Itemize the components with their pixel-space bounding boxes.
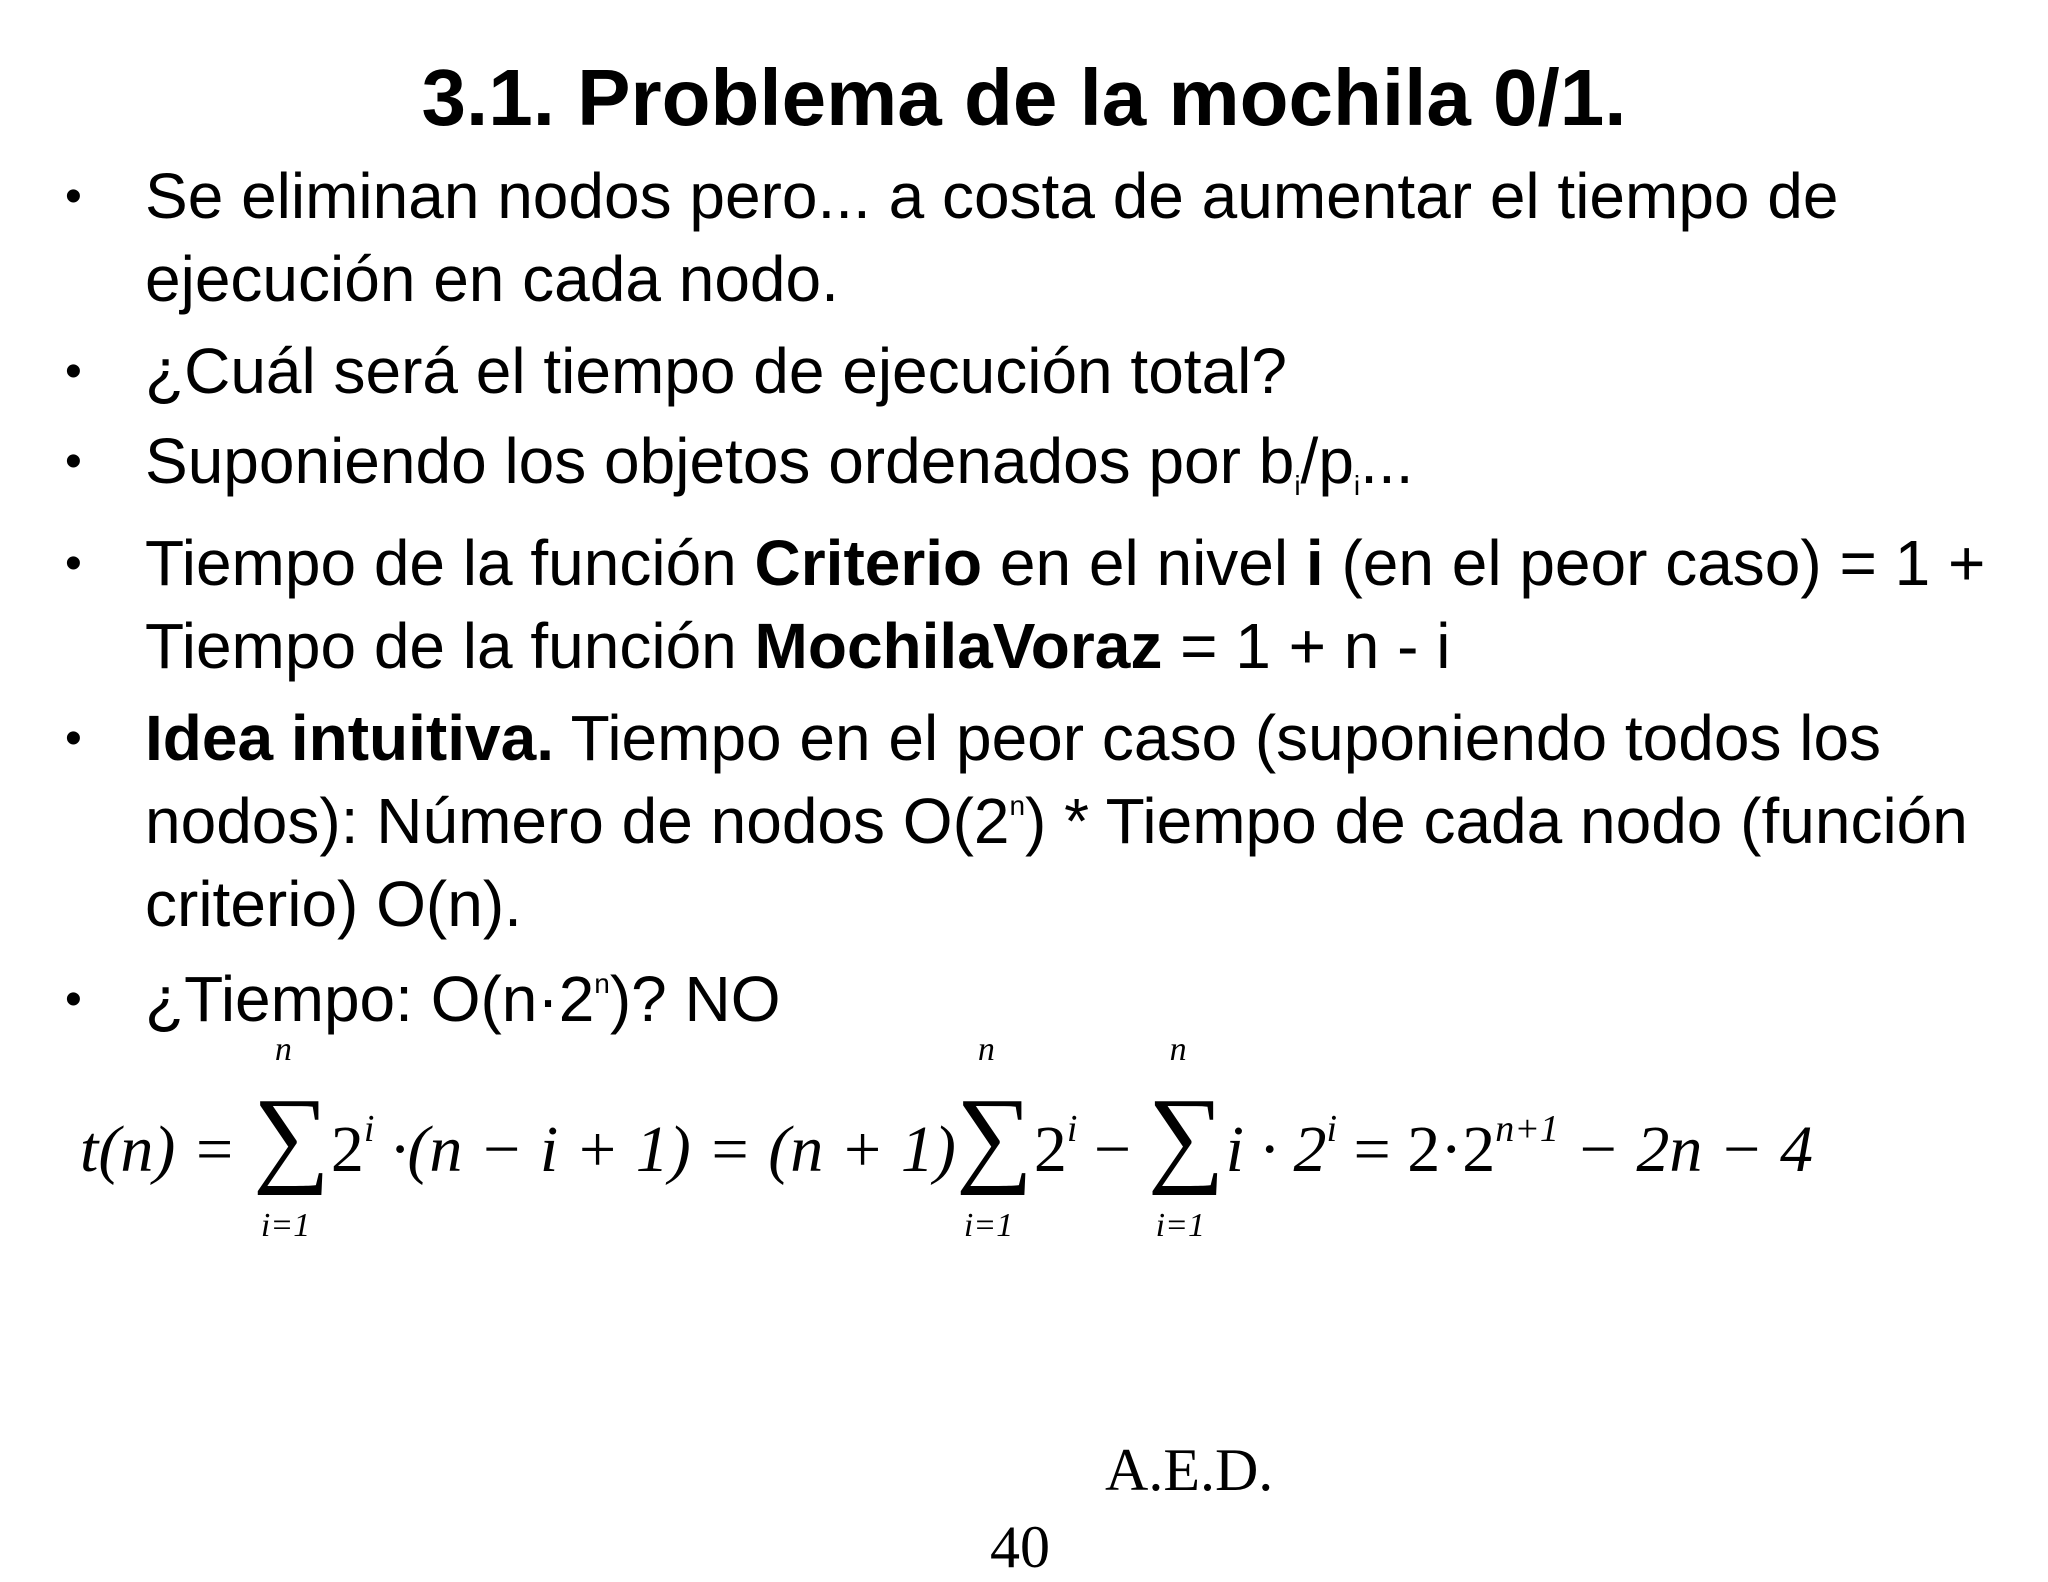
bullet-dot: • <box>65 537 82 590</box>
bullet-item-6 <box>65 958 2005 1041</box>
formula-operator: − <box>1077 1113 1148 1186</box>
bold-term: MochilaVoraz <box>754 610 1163 682</box>
sum-lower-limit: i=1 <box>1155 1207 1205 1244</box>
bullet-text: ¿Tiempo: O(n·2 <box>145 963 595 1035</box>
bullet-text: Tiempo de la función <box>145 527 755 599</box>
subscript-i: i <box>1353 470 1361 501</box>
bullet-text: Tiempo en el peor caso (suponiendo todos los nodos): Número de nodos O(2 <box>145 702 1882 857</box>
formula-result: = 2·2 <box>1337 1113 1496 1186</box>
formula-lhs: t(n) = <box>80 1113 237 1186</box>
formula-term: 2 <box>1033 1113 1067 1186</box>
bullet-dot: • <box>65 170 82 223</box>
sum-upper-limit: n <box>977 1031 995 1068</box>
bullet-text: Se eliminan nodos pero... a costa de aumentar el tiempo de ejecución en cada nodo. <box>145 160 1839 315</box>
bullet-text: )? NO <box>609 963 781 1035</box>
bullet-item-4 <box>65 522 2005 688</box>
bullet-text: en el nivel <box>982 527 1306 599</box>
superscript-n: n <box>594 968 610 999</box>
summation-1 <box>252 1031 331 1244</box>
sigma-symbol: ∑ <box>955 1077 1033 1196</box>
superscript-n: n <box>1009 790 1026 821</box>
bullet-dot: • <box>65 973 82 1026</box>
bold-term: i <box>1305 527 1324 599</box>
sum-lower-limit: i=1 <box>963 1207 1014 1244</box>
bullet-item-3 <box>65 420 2005 503</box>
footer-label: A.E.D. <box>1105 1437 1274 1503</box>
summation-2 <box>955 1031 1034 1244</box>
formula-term: ·(n − i + 1) = (n + 1) <box>390 1113 956 1186</box>
sum-upper-limit: n <box>274 1031 292 1068</box>
subscript-i: i <box>1294 470 1301 501</box>
sum-upper-limit: n <box>1169 1031 1187 1068</box>
bold-term: Idea intuitiva. <box>145 702 554 774</box>
formula-exponent: i <box>1326 1108 1338 1150</box>
formula-result: − 2n − 4 <box>1558 1113 1813 1186</box>
bullet-text: ¿Cuál será el tiempo de ejecución total? <box>145 335 1287 407</box>
formula-term: 2 <box>330 1113 364 1186</box>
bullet-text: /p <box>1300 425 1354 497</box>
bullet-text: Suponiendo los objetos ordenados por b <box>145 425 1295 497</box>
formula-exponent: n+1 <box>1495 1108 1559 1150</box>
slide-title: 3.1. Problema de la mochila 0/1. <box>421 53 1627 142</box>
formula-term: i · 2 <box>1225 1113 1327 1186</box>
summation-formula <box>80 1031 2000 1305</box>
bold-term: Criterio <box>754 527 983 599</box>
bullet-item-1 <box>65 155 2005 321</box>
formula-exponent: i <box>1066 1108 1078 1150</box>
bullet-item-2 <box>65 330 2005 413</box>
bullet-text: ... <box>1360 425 1414 497</box>
sigma-symbol: ∑ <box>252 1077 330 1196</box>
page-number: 40 <box>990 1514 1050 1580</box>
sum-lower-limit: i=1 <box>260 1207 311 1244</box>
bullet-text: ) * Tiempo de cada nodo (función criterio) O(n). <box>145 785 1968 940</box>
bullet-item-5 <box>65 697 2005 946</box>
bullet-dot: • <box>65 712 82 765</box>
bullet-dot: • <box>65 345 82 398</box>
formula-exponent: i <box>363 1108 375 1150</box>
bullet-dot: • <box>65 435 82 488</box>
sigma-symbol: ∑ <box>1147 1077 1225 1196</box>
bullet-text: = 1 + n - i <box>1162 610 1451 682</box>
summation-3 <box>1147 1031 1226 1244</box>
bullet-text: (en el peor caso) = 1 + Tiempo de la función <box>145 527 1986 682</box>
